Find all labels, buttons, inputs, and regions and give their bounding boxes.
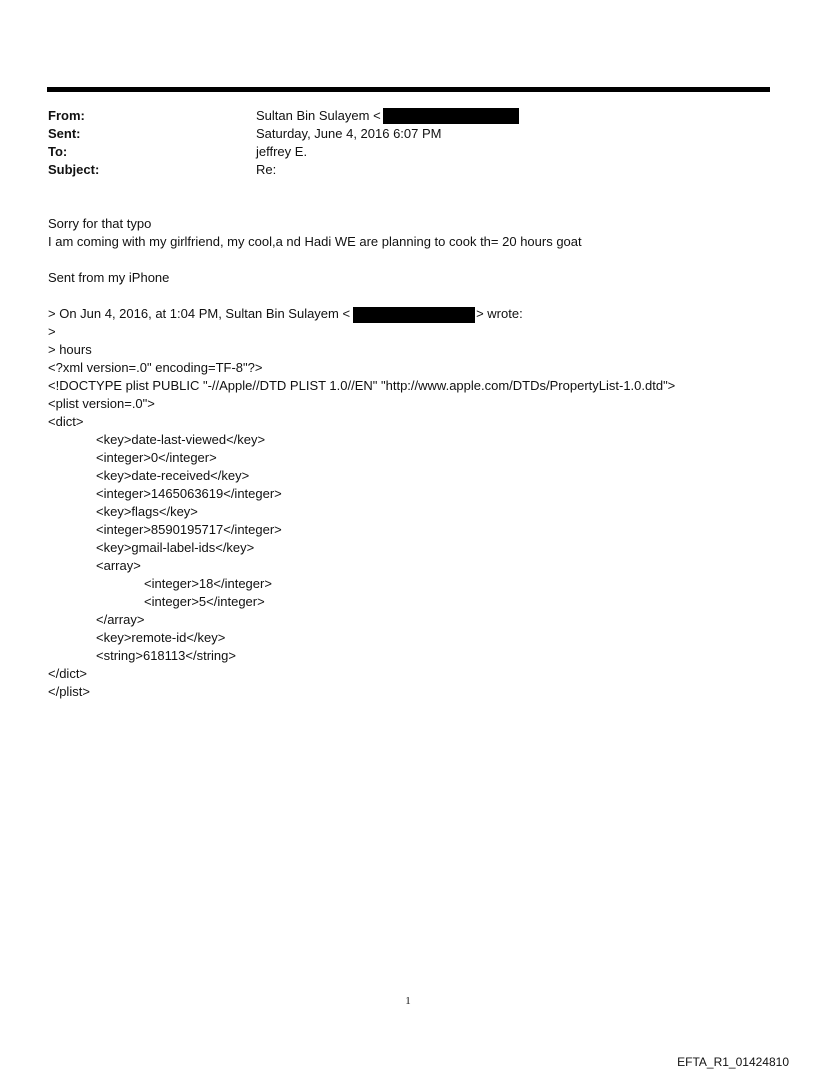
quote-intro-after: > wrote:: [476, 306, 523, 321]
plist-line: <key>remote-id</key>: [96, 630, 226, 645]
body-line: Sorry for that typo: [48, 216, 152, 231]
sent-label: Sent:: [48, 126, 81, 141]
signature-line: Sent from my iPhone: [48, 270, 170, 285]
subject-label: Subject:: [48, 162, 100, 177]
plist-line: <array>: [96, 558, 141, 573]
plist-line: </array>: [96, 612, 145, 627]
header-divider: [47, 87, 770, 92]
to-value: jeffrey E.: [256, 144, 308, 159]
plist-line: </plist>: [48, 684, 90, 699]
blank-line: [48, 251, 675, 269]
email-body: [48, 215, 675, 701]
subject-value: Re:: [256, 162, 277, 177]
email-headers: [48, 107, 519, 179]
plist-line: <key>date-last-viewed</key>: [96, 432, 266, 447]
body-line: I am coming with my girlfriend, my cool,a nd Hadi WE are planning to cook th= 20 hours goat: [48, 234, 582, 249]
plist-line: <key>gmail-label-ids</key>: [96, 540, 255, 555]
plist-line: <integer>18</integer>: [144, 576, 272, 591]
plist-line: <?xml version=.0" encoding=TF-8"?>: [48, 360, 263, 375]
blank-line: [48, 287, 675, 305]
from-row: [48, 107, 519, 125]
plist-line: <integer>8590195717</integer>: [96, 522, 282, 537]
plist-line: <integer>0</integer>: [96, 450, 217, 465]
redaction-box: [383, 108, 519, 124]
quote-intro: [48, 305, 675, 323]
plist-line: <!DOCTYPE plist PUBLIC "-//Apple//DTD PLIST 1.0//EN" "http://www.apple.com/DTDs/PropertyList-1.0.dtd">: [48, 378, 676, 393]
plist-line: <integer>5</integer>: [144, 594, 265, 609]
from-sender: Sultan Bin Sulayem <: [256, 108, 381, 123]
to-label: To:: [48, 144, 68, 159]
page-number: 1: [405, 995, 411, 1007]
subject-row: [48, 161, 519, 179]
plist-line: <string>618113</string>: [96, 648, 236, 663]
quote-line: > hours: [48, 342, 92, 357]
plist-line: <key>flags</key>: [96, 504, 198, 519]
plist-line: <key>date-received</key>: [96, 468, 250, 483]
from-label: From:: [48, 108, 85, 123]
quote-line: >: [48, 324, 56, 339]
plist-line: <plist version=.0">: [48, 396, 155, 411]
sent-row: [48, 125, 519, 143]
from-value: [256, 107, 519, 125]
plist-line: <dict>: [48, 414, 84, 429]
to-row: [48, 143, 519, 161]
sent-value: Saturday, June 4, 2016 6:07 PM: [256, 126, 442, 141]
quote-intro-before: > On Jun 4, 2016, at 1:04 PM, Sultan Bin Sulayem <: [48, 306, 351, 321]
document-id: EFTA_R1_01424810: [677, 1055, 789, 1069]
redaction-box: [353, 307, 475, 323]
plist-line: </dict>: [48, 666, 88, 681]
plist-line: <integer>1465063619</integer>: [96, 486, 282, 501]
